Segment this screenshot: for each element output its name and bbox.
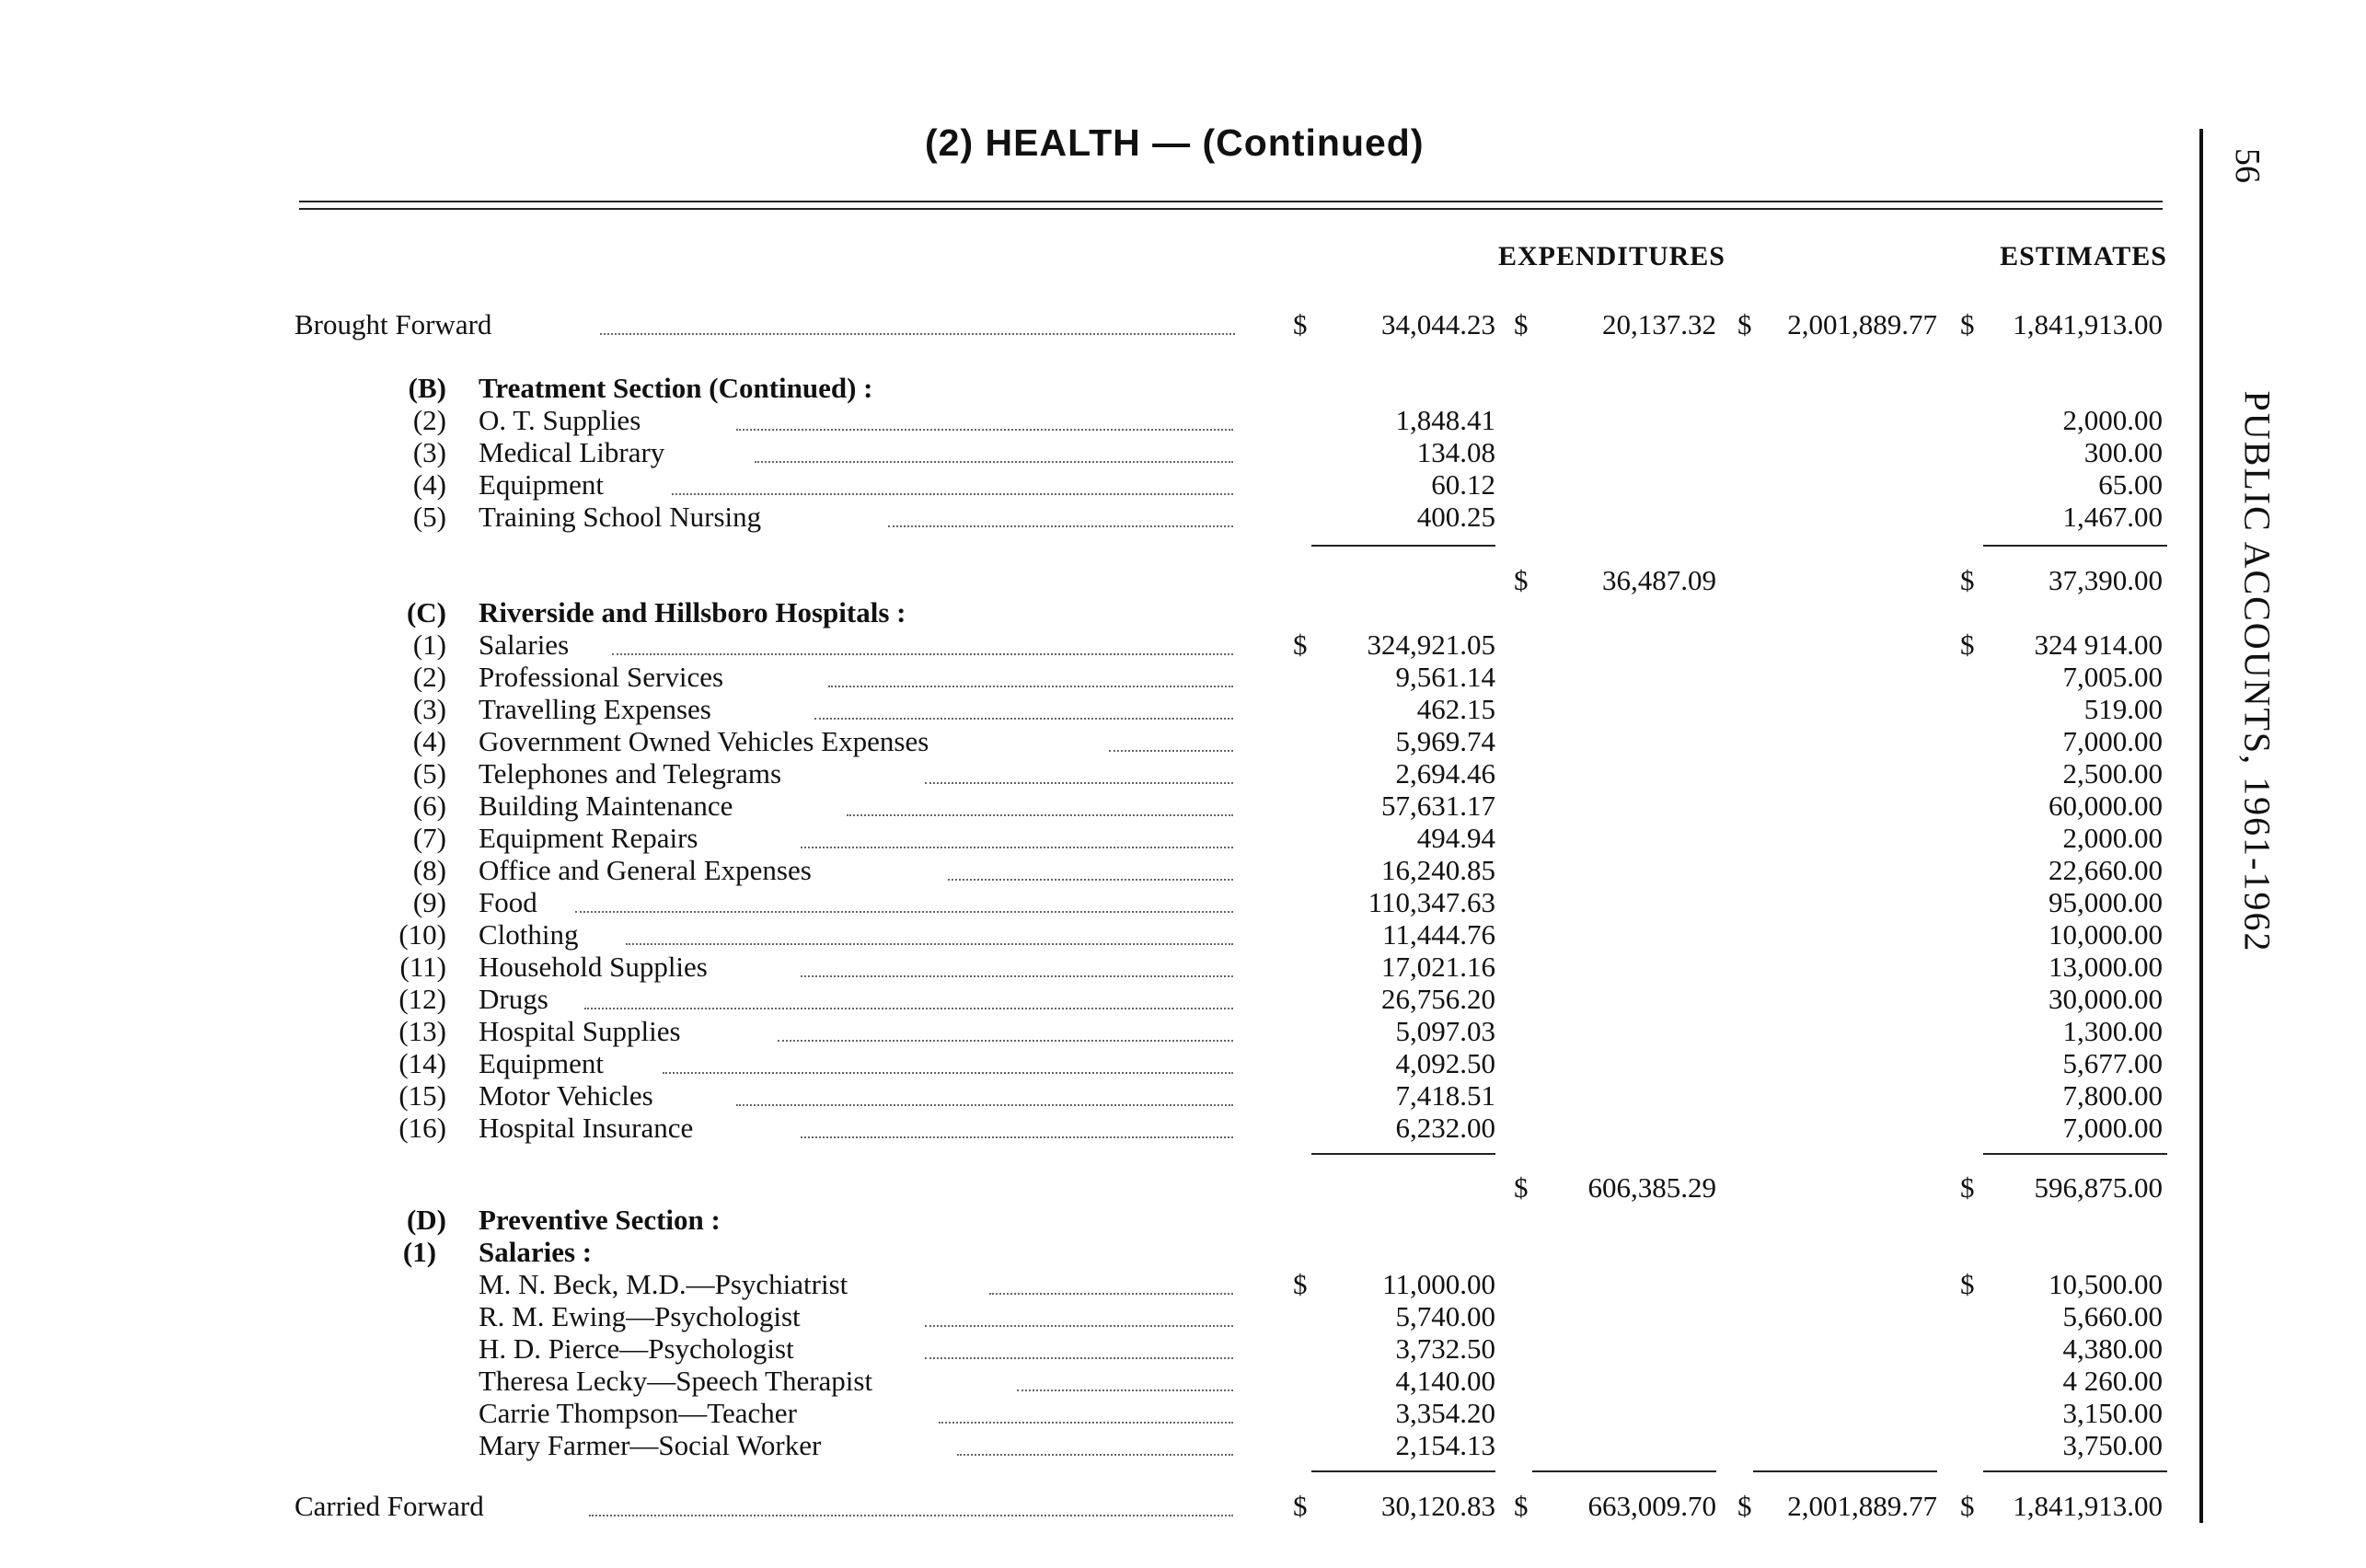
item-label: Equipment Repairs [479,822,698,854]
item-label: Clothing [479,918,579,951]
leader-dots [925,780,1233,784]
leader-dots [888,524,1233,527]
dollar-sign: $ [1293,308,1308,340]
dollar-sign: $ [1960,308,1975,340]
subsection-code: (1) [402,1236,437,1268]
list-item [0,855,2190,886]
section-d-heading [0,1205,2190,1236]
item-label: Building Maintenance [479,790,733,822]
section-d-subheading [0,1237,2190,1268]
dollar-sign: $ [1514,1490,1529,1522]
estimate-value: 7,000.00 [2062,1112,2163,1144]
dollar-sign: $ [1960,1171,1975,1204]
item-label: Salaries [479,628,570,661]
expenditure-value: 134.08 [1416,436,1495,468]
item-code: (2) [412,661,446,693]
estimate-value: 1,300.00 [2062,1015,2163,1047]
list-item [0,662,2190,693]
expenditure-value: 5,740.00 [1395,1300,1495,1332]
item-code: (8) [412,854,446,886]
list-item [0,629,2190,661]
leader-dots [814,716,1233,720]
list-item [0,1301,2190,1332]
item-code: (1) [412,628,446,661]
leader-dots [1109,748,1233,752]
list-item [0,1430,2190,1461]
estimate-value: 60,000.00 [2049,790,2163,822]
section-code: (D) [406,1204,446,1236]
expenditure-total: 2,001,889.77 [1787,1490,1937,1522]
expenditure-value: 57,631.17 [1381,790,1495,822]
expenditure-value: 7,418.51 [1395,1079,1495,1112]
list-item [0,405,2190,436]
dollar-sign: $ [1960,564,1975,596]
estimate-value: 1,841,913.00 [2013,1490,2163,1522]
item-label: Carrie Thompson—Teacher [479,1397,797,1429]
dollar-sign: $ [1960,628,1975,661]
leader-dots [575,909,1233,913]
carried-forward-row [0,1491,2190,1522]
leader-dots [589,1513,1233,1516]
item-label: Professional Services [479,661,724,693]
list-item [0,1080,2190,1112]
leader-dots [1017,1388,1233,1391]
dollar-sign: $ [1960,1268,1975,1300]
dollar-sign: $ [1293,1268,1308,1300]
expenditure-value: 1,848.41 [1395,404,1495,436]
subtotal-rule [1311,1153,1495,1155]
estimate-value: 2,000.00 [2062,822,2163,854]
leader-dots [939,1420,1233,1424]
item-label: O. T. Supplies [479,404,641,436]
item-label: R. M. Ewing—Psychologist [479,1300,801,1332]
estimate-subtotal: 596,875.00 [2034,1171,2163,1204]
leader-dots [801,845,1233,848]
estimate-value: 4 260.00 [2062,1365,2163,1397]
item-code: (16) [398,1112,446,1144]
item-label: H. D. Pierce—Psychologist [479,1332,794,1365]
expenditure-subtotal: 663,009.70 [1587,1490,1716,1522]
expenditure-value: 324,921.05 [1367,628,1495,661]
expenditure-value: 110,347.63 [1368,886,1495,918]
section-code: (C) [406,596,446,628]
leader-dots [736,427,1233,431]
estimate-value: 7,000.00 [2062,725,2163,757]
expenditure-value: 16,240.85 [1381,854,1495,886]
leader-dots [948,877,1233,881]
leader-dots [755,459,1233,463]
leader-dots [778,1038,1233,1042]
item-code: (2) [412,404,446,436]
list-item [0,469,2190,501]
expenditure-value: 3,354.20 [1395,1397,1495,1429]
total-rule [1983,1470,2167,1472]
subtotal-rule [1983,1153,2167,1155]
row-label: Brought Forward [294,308,492,340]
list-item [0,726,2190,757]
dollar-sign: $ [1960,1490,1975,1522]
item-label: Household Supplies [479,951,708,983]
item-code: (6) [412,790,446,822]
estimate-value: 30,000.00 [2049,983,2163,1015]
estimate-subtotal: 37,390.00 [2049,564,2163,596]
section-code: (B) [408,372,446,404]
section-title: Treatment Section (Continued) : [479,372,873,404]
item-label: Food [479,886,537,918]
estimate-value: 7,800.00 [2062,1079,2163,1112]
leader-dots [584,1006,1233,1009]
estimate-value: 300.00 [2083,436,2163,468]
page-number: 56 [2228,148,2267,183]
page-title: (2) HEALTH — (Continued) [925,121,1425,164]
item-label: Equipment [479,1047,605,1079]
dollar-sign: $ [1737,1490,1752,1522]
leader-dots [672,491,1233,495]
estimate-value: 10,500.00 [2049,1268,2163,1300]
list-item [0,1016,2190,1047]
item-code: (3) [412,693,446,725]
subtotal-rule [1311,545,1495,547]
item-label: Office and General Expenses [479,854,812,886]
expenditure-value: 2,694.46 [1395,757,1495,790]
item-label: Training School Nursing [479,501,762,533]
item-code: (3) [412,436,446,468]
estimate-value: 2,000.00 [2062,404,2163,436]
estimate-value: 5,677.00 [2062,1047,2163,1079]
leader-dots [925,1355,1233,1359]
dollar-sign: $ [1293,628,1308,661]
list-item [0,502,2190,533]
dollar-sign: $ [1514,1171,1529,1204]
column-header-estimates: ESTIMATES [2000,241,2167,271]
list-item [0,823,2190,854]
list-item [0,887,2190,918]
header-rule-bottom [299,208,2163,210]
subtotal-rule [1983,545,2167,547]
expenditure-value: 4,092.50 [1395,1047,1495,1079]
estimate-value: 3,750.00 [2062,1429,2163,1461]
item-code: (5) [412,501,446,533]
estimate-value: 324 914.00 [2034,628,2163,661]
list-item [0,951,2190,983]
estimate-value: 65.00 [2098,468,2163,501]
item-code: (4) [412,468,446,501]
expenditure-total: 2,001,889.77 [1787,308,1937,340]
margin-rule [2199,129,2203,1523]
header-rule-top [299,201,2163,202]
estimate-value: 10,000.00 [2049,918,2163,951]
dollar-sign: $ [1514,308,1529,340]
expenditure-value: 6,232.00 [1395,1112,1495,1144]
list-item [0,758,2190,790]
expenditure-value: 11,000.00 [1382,1268,1495,1300]
section-subtotal: 606,385.29 [1587,1171,1716,1204]
item-code: (5) [412,757,446,790]
estimate-value: 22,660.00 [2049,854,2163,886]
leader-dots [801,974,1233,977]
leader-dots [612,651,1233,655]
estimate-value: 13,000.00 [2049,951,2163,983]
expenditure-value: 494.94 [1416,822,1495,854]
dollar-sign: $ [1737,308,1752,340]
leader-dots [736,1102,1233,1106]
leader-dots [600,331,1235,335]
list-item [0,1048,2190,1079]
leader-dots [801,1135,1233,1138]
list-item [0,984,2190,1015]
dollar-sign: $ [1514,564,1529,596]
item-code: (14) [398,1047,446,1079]
total-rule [1311,1470,1495,1472]
leader-dots [925,1323,1233,1327]
expenditure-value: 17,021.16 [1381,951,1495,983]
item-code: (12) [398,983,446,1015]
expenditure-value: 30,120.83 [1381,1490,1495,1522]
brought-forward-row [0,309,2190,340]
expenditure-value: 11,444.76 [1382,918,1495,951]
section-b-total-row [0,565,2190,596]
list-item [0,1269,2190,1300]
estimate-value: 2,500.00 [2062,757,2163,790]
item-code: (10) [398,918,446,951]
list-item [0,919,2190,951]
total-rule [1753,1470,1937,1472]
item-label: Equipment [479,468,605,501]
item-code: (15) [398,1079,446,1112]
expenditure-value: 9,561.14 [1395,661,1495,693]
list-item [0,437,2190,468]
expenditure-subtotal: 20,137.32 [1602,308,1716,340]
leader-dots [663,1070,1233,1074]
item-label: Travelling Expenses [479,693,711,725]
item-label: Government Owned Vehicles Expenses [479,725,929,757]
list-item [0,694,2190,725]
item-label: Drugs [479,983,548,1015]
item-label: Hospital Insurance [479,1112,694,1144]
item-label: Mary Farmer—Social Worker [479,1429,822,1461]
list-item [0,1333,2190,1365]
list-item [0,1113,2190,1144]
leader-dots [828,684,1233,687]
expenditure-value: 400.25 [1416,501,1495,533]
subsection-title: Salaries : [479,1236,593,1268]
estimate-value: 4,380.00 [2062,1332,2163,1365]
estimate-value: 519.00 [2083,693,2163,725]
expenditure-value: 5,969.74 [1395,725,1495,757]
expenditure-value: 26,756.20 [1381,983,1495,1015]
item-label: M. N. Beck, M.D.—Psychiatrist [479,1268,848,1300]
estimate-value: 5,660.00 [2062,1300,2163,1332]
estimate-value: 1,467.00 [2062,501,2163,533]
section-title: Preventive Section : [479,1204,721,1236]
item-code: (4) [412,725,446,757]
section-b-heading [0,373,2190,404]
item-code: (7) [412,822,446,854]
item-label: Theresa Lecky—Speech Therapist [479,1365,873,1397]
item-code: (11) [399,951,446,983]
estimate-value: 3,150.00 [2062,1397,2163,1429]
item-label: Hospital Supplies [479,1015,681,1047]
expenditure-value: 3,732.50 [1395,1332,1495,1365]
expenditure-value: 4,140.00 [1395,1365,1495,1397]
expenditure-value: 2,154.13 [1395,1429,1495,1461]
expenditure-value: 5,097.03 [1395,1015,1495,1047]
section-c-heading [0,597,2190,628]
section-c-total-row [0,1172,2190,1204]
item-label: Medical Library [479,436,665,468]
row-label: Carried Forward [294,1490,484,1522]
expenditure-value: 462.15 [1416,693,1495,725]
estimate-value: 7,005.00 [2062,661,2163,693]
estimate-value: 1,841,913.00 [2013,308,2163,340]
leader-dots [957,1452,1233,1456]
item-code: (13) [398,1015,446,1047]
expenditure-value: 34,044.23 [1381,308,1495,340]
leader-dots [626,941,1233,945]
expenditure-value: 60.12 [1431,468,1495,501]
running-header: PUBLIC ACCOUNTS, 1961-1962 [2236,390,2278,953]
item-label: Motor Vehicles [479,1079,653,1112]
leader-dots [989,1291,1233,1295]
section-subtotal: 36,487.09 [1602,564,1716,596]
leader-dots [847,813,1233,816]
list-item [0,790,2190,822]
list-item [0,1398,2190,1429]
column-header-expenditures: EXPENDITURES [1497,241,1725,271]
list-item [0,1366,2190,1397]
dollar-sign: $ [1293,1490,1308,1522]
estimate-value: 95,000.00 [2049,886,2163,918]
section-title: Riverside and Hillsboro Hospitals : [479,596,906,628]
item-code: (9) [412,886,446,918]
item-label: Telephones and Telegrams [479,757,782,790]
total-rule [1532,1470,1716,1472]
